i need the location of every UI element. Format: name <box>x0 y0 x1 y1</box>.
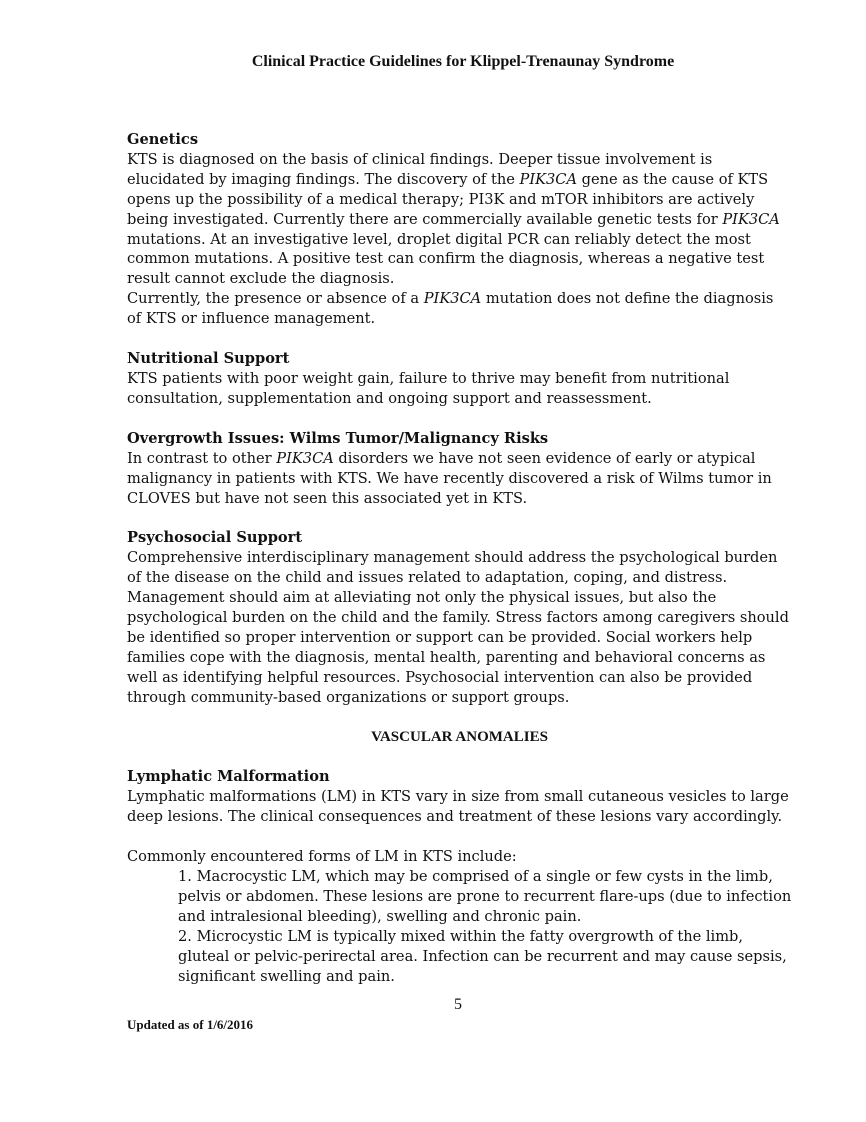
genetics-text: gene as the cause of KTS opens up the possibility of a medical therapy; PI3K and mTOR inhibitors are actively being investigated. Currently there are commercially available genetic tests for <box>127 170 769 228</box>
genetics-paragraph-2 <box>127 289 792 329</box>
list-item: 1. Macrocystic LM, which may be comprised of a single or few cysts in the limb, pelvis or abdomen. These lesions are prone to recurrent flare-ups (due to infection and intralesional bleeding), swelling and chronic pain. <box>178 868 792 925</box>
gene-name: PIK3CA <box>276 449 334 467</box>
genetics-text: Currently, the presence or absence of a <box>127 290 424 308</box>
gene-name: PIK3CA <box>722 210 780 228</box>
section-heading-psychosocial-support: Psychosocial Support <box>127 529 303 547</box>
section-heading-lymphatic-malformation: Lymphatic Malformation <box>127 768 330 786</box>
section-psychosocial-support <box>127 528 792 707</box>
genetics-paragraph-1 <box>127 150 792 289</box>
overgrowth-text: disorders we have not seen evidence of early or atypical malignancy in patients with KTS. We have recently discovered a risk of Wilms tumor in CLOVES but have not seen this associated yet in KTS. <box>127 449 772 507</box>
gene-name: PIK3CA <box>519 170 577 188</box>
section-heading-nutritional-support: Nutritional Support <box>127 350 290 368</box>
lymphatic-paragraph: Lymphatic malformations (LM) in KTS vary in size from small cutaneous vesicles to large deep lesions. The clinical consequences and treatment of these lesions vary accordingly. <box>127 788 789 826</box>
page-number: 5 <box>454 996 462 1013</box>
gene-name: PIK3CA <box>423 290 482 308</box>
lm-forms-list <box>127 867 792 986</box>
document-body <box>127 130 792 1007</box>
genetics-text: mutations. At an investigative level, droplet digital PCR can reliably detect the most common mutations. A positive test can confirm the diagnosis, whereas a negative test result cannot exclude the diagnosis. <box>127 230 765 288</box>
section-lm-forms <box>127 847 792 986</box>
document-title: Clinical Practice Guidelines for Klippel-Trenaunay Syndrome <box>251 53 675 70</box>
section-overgrowth <box>127 429 792 509</box>
nutrition-paragraph: KTS patients with poor weight gain, failure to thrive may benefit from nutritional consultation, supplementation and ongoing support and reassessment. <box>127 369 730 407</box>
genetics-text: KTS is diagnosed on the basis of clinical findings. Deeper tissue involvement is elucidated by imaging findings. The discovery of the <box>127 150 713 188</box>
overgrowth-text: In contrast to other <box>127 449 277 467</box>
footer-updated-date: Updated as of 1/6/2016 <box>127 1017 254 1032</box>
section-genetics <box>127 130 792 329</box>
psychosocial-paragraph: Comprehensive interdisciplinary management should address the psychological burden of the disease on the child and issues related to adaptation, coping, and distress. Management should aim at alleviating not only the physical issues, but also the psychological burden on the child and the family. Stress factors among caregivers should be identified so proper intervention or support can be provided. Social workers help families cope with the diagnosis, mental health, parenting and behavioral concerns as well as identifying helpful resources. Psychosocial intervention can also be provided through community-based organizations or support groups. <box>127 549 789 706</box>
section-lymphatic-malformation <box>127 767 792 827</box>
list-item: 2. Microcystic LM is typically mixed within the fatty overgrowth of the limb, gluteal or pelvic-perirectal area. Infection can be recurrent and may cause sepsis, significant swelling and pain. <box>178 927 787 985</box>
section-heading-genetics: Genetics <box>127 131 199 148</box>
genetics-text: mutation does not define the diagnosis of KTS or influence management. <box>127 290 774 328</box>
vascular-anomalies-heading: VASCULAR ANOMALIES <box>371 728 548 745</box>
overgrowth-paragraph <box>127 449 792 509</box>
section-heading-overgrowth: Overgrowth Issues: Wilms Tumor/Malignancy Risks <box>127 429 549 447</box>
lm-forms-intro: Commonly encountered forms of LM in KTS include: <box>127 848 517 866</box>
section-nutritional-support <box>127 349 792 409</box>
